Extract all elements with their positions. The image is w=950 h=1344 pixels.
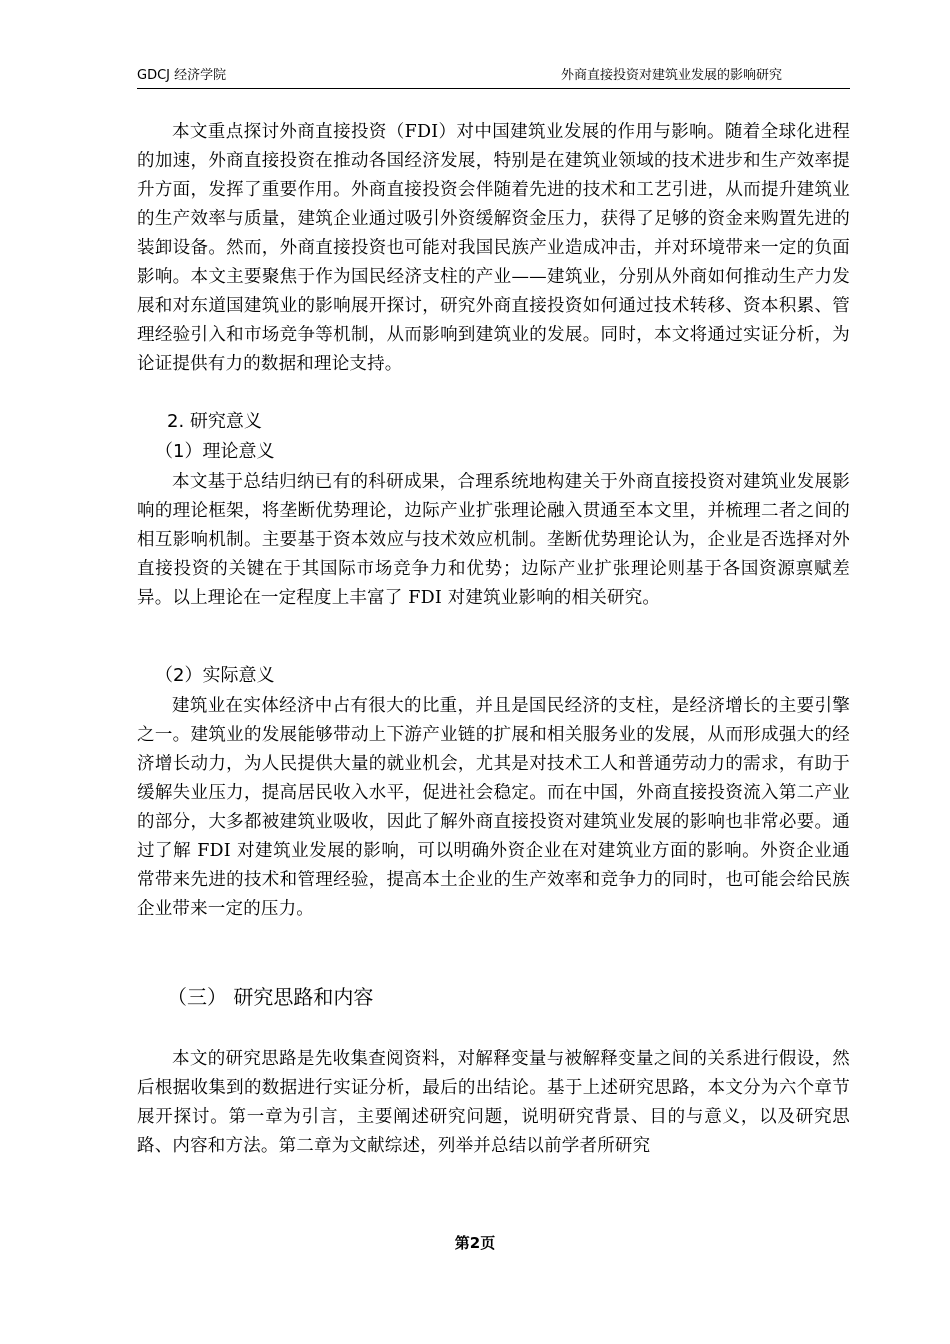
page-number: 第2页	[454, 1234, 496, 1252]
theory-heading-block	[137, 437, 850, 466]
intro-block	[137, 118, 850, 379]
running-header	[137, 68, 850, 89]
practice-paragraph: 建筑业在实体经济中占有很大的比重，并且是国民经济的支柱，是经济增长的主要引擎之一。建筑业的发展能够带动上下游产业链的扩展和相关服务业的发展，从而形成强大的经济增长动力，为人民提供大量的就业机会，尤其是对技术工人和普通劳动力的需求，有助于缓解失业压力，提高居民收入水平，促进社会稳定。而在中国，外商直接投资流入第二产业的部分，大多都被建筑业吸收，因此了解外商直接投资对建筑业发展的影响也非常必要。通过了解 FDI 对建筑业发展的影响，可以明确外资企业在对建筑业方面的影响。外资企业通常带来先进的技术和管理经验，提高本土企业的生产效率和竞争力的同时，也可能会给民族企业带来一定的压力。	[137, 696, 850, 919]
header-institution: GDCJ 经济学院	[137, 68, 227, 83]
heading-practical-significance: （2）实际意义	[155, 665, 275, 686]
practice-heading-block	[137, 661, 850, 690]
intro-paragraph: 本文重点探讨外商直接投资（FDI）对中国建筑业发展的作用与影响。随着全球化进程的加速，外商直接投资在推动各国经济发展，特别是在建筑业领域的技术进步和生产效率提升方面，发挥了重要作用。外商直接投资会伴随着先进的技术和工艺引进，从而提升建筑业的生产效率与质量，建筑企业通过吸引外资缓解资金压力，获得了足够的资金来购置先进的装卸设备。然而，外商直接投资也可能对我国民族产业造成冲击，并对环境带来一定的负面影响。本文主要聚焦于作为国民经济支柱的产业——建筑业，分别从外商如何推动生产力发展和对东道国建筑业的影响展开探讨，研究外商直接投资如何通过技术转移、资本积累、管理经验引入和市场竞争等机制，从而影响到建筑业的发展。同时，本文将通过实证分析，为论证提供有力的数据和理论支持。	[137, 122, 850, 374]
approach-paragraph: 本文的研究思路是先收集查阅资料，对解释变量与被解释变量之间的关系进行假设，然后根据收集到的数据进行实证分析，最后的出结论。基于上述研究思路，本文分为六个章节展开探讨。第一章为引言，主要阐述研究问题，说明研究背景、目的与意义，以及研究思路、内容和方法。第二章为文献综述，列举并总结以前学者所研究	[137, 1049, 850, 1156]
theory-block	[137, 468, 850, 613]
section-title-research-approach: （三） 研究思路和内容	[167, 985, 374, 1009]
practice-block	[137, 692, 850, 924]
significance-heading-block	[137, 407, 850, 436]
heading-theoretical-significance: （1）理论意义	[155, 441, 275, 462]
header-title: 外商直接投资对建筑业发展的影响研究	[560, 68, 782, 83]
section-title-block	[137, 982, 850, 1012]
heading-research-significance: 2. 研究意义	[167, 411, 262, 432]
approach-block	[137, 1045, 850, 1161]
theory-paragraph: 本文基于总结归纳已有的科研成果，合理系统地构建关于外商直接投资对建筑业发展影响的理论框架，将垄断优势理论，边际产业扩张理论融入贯通至本文里，并梳理二者之间的相互影响机制。主要基于资本效应与技术效应机制。垄断优势理论认为，企业是否选择对外直接投资的关键在于其国际市场竞争力和优势；边际产业扩张理论则基于各国资源禀赋差异。以上理论在一定程度上丰富了 FDI 对建筑业影响的相关研究。	[137, 472, 850, 608]
